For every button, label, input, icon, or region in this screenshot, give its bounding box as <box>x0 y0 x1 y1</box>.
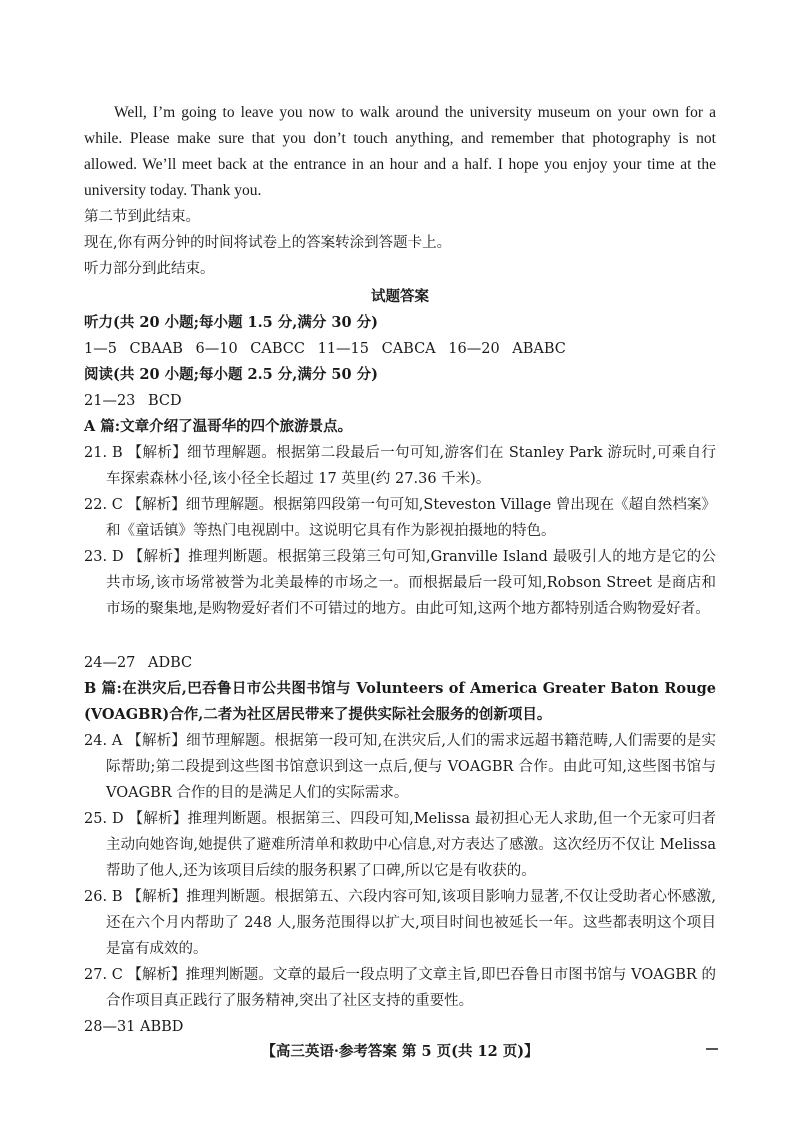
page-footer: 【高三英语·参考答案 第 5 页(共 12 页)】 <box>261 1043 539 1060</box>
answers-heading: 试题答案 <box>371 288 429 305</box>
section-end-note: 第二节到此结束。 <box>84 209 200 225</box>
q27-explanation: 27. C 【解析】推理判断题。文章的最后一段点明了文章主旨,即巴吞鲁日市图书馆与 VOAGBR 的合作项目真正践行了服务精神,突出了社区支持的重要性。 <box>84 967 716 1009</box>
reading-header: 阅读(共 20 小题;每小题 2.5 分,满分 50 分) <box>84 366 378 383</box>
group2-answers: 24—27 ADBC <box>84 655 193 671</box>
transfer-note: 现在,你有两分钟的时间将试卷上的答案转涂到答题卡上。 <box>84 235 452 251</box>
group1-answers: 21—23 BCD <box>84 393 182 409</box>
q25-explanation: 25. D 【解析】推理判断题。根据第三、四段可知,Melissa 最初担心无人求助,但一个无家可归者主动向她咨询,她提供了避难所清单和救助中心信息,对方表达了感激。这次经历不仅让 Melissa 帮助了他人,还为该项目后续的服务积累了口碑,所以它是有收获的。 <box>84 811 716 879</box>
passage-b-title: B 篇:在洪灾后,巴吞鲁日市公共图书馆与 Volunteers of America Greater Baton Rouge (VOAGBR)合作,二者为社区居民带来了提供实际社会服务的创新项目。 <box>84 680 716 723</box>
listening-answers: 1—5 CBAAB 6—10 CABCC 11—15 CABCA 16—20 ABABC <box>84 341 566 357</box>
group3-answers: 28—31 ABBD <box>84 1019 184 1035</box>
listening-header: 听力(共 20 小题;每小题 1.5 分,满分 30 分) <box>84 314 378 331</box>
corner-mark <box>706 1048 718 1050</box>
q22-explanation: 22. C 【解析】细节理解题。根据第四段第一句可知,Steveston Village 曾出现在《超自然档案》和《童话镇》等热门电视剧中。这说明它具有作为影视拍摄地的特色。 <box>84 497 716 539</box>
q24-explanation: 24. A 【解析】细节理解题。根据第一段可知,在洪灾后,人们的需求远超书籍范畴,人们需要的是实际帮助;第二段提到这些图书馆意识到这一点后,便与 VOAGBR 合作。由此可知,这些图书馆与 VOAGBR 合作的目的是满足人们的实际需求。 <box>84 733 716 801</box>
q23-explanation: 23. D 【解析】推理判断题。根据第三段第三句可知,Granville Island 最吸引人的地方是它的公共市场,该市场常被誉为北美最棒的市场之一。而根据最后一段可知,Robson Street 是商店和市场的聚集地,是购物爱好者们不可错过的地方。由此可知,这两个地方都特别适合购物爱好者。 <box>84 549 716 617</box>
q21-explanation: 21. B 【解析】细节理解题。根据第二段最后一句可知,游客们在 Stanley Park 游玩时,可乘自行车探索森林小径,该小径全长超过 17 英里(约 27.36 千米)。 <box>84 445 716 487</box>
q26-explanation: 26. B 【解析】推理判断题。根据第五、六段内容可知,该项目影响力显著,不仅让受助者心怀感激,还在六个月内帮助了 248 人,服务范围得以扩大,项目时间也被延长一年。这些都表明这个项目是富有成效的。 <box>84 889 716 957</box>
passage-a-title: A 篇:文章介绍了温哥华的四个旅游景点。 <box>84 418 353 435</box>
listening-end-note: 听力部分到此结束。 <box>84 261 215 277</box>
transcript-paragraph: Well, I’m going to leave you now to walk around the university museum on your own for a while. Please make sure that you don’t touch anything, and remember that photography is not allowed. We’ll meet back at the entrance in an hour and a half. I hope you enjoy your time at the university today. Thank you. <box>84 104 716 199</box>
